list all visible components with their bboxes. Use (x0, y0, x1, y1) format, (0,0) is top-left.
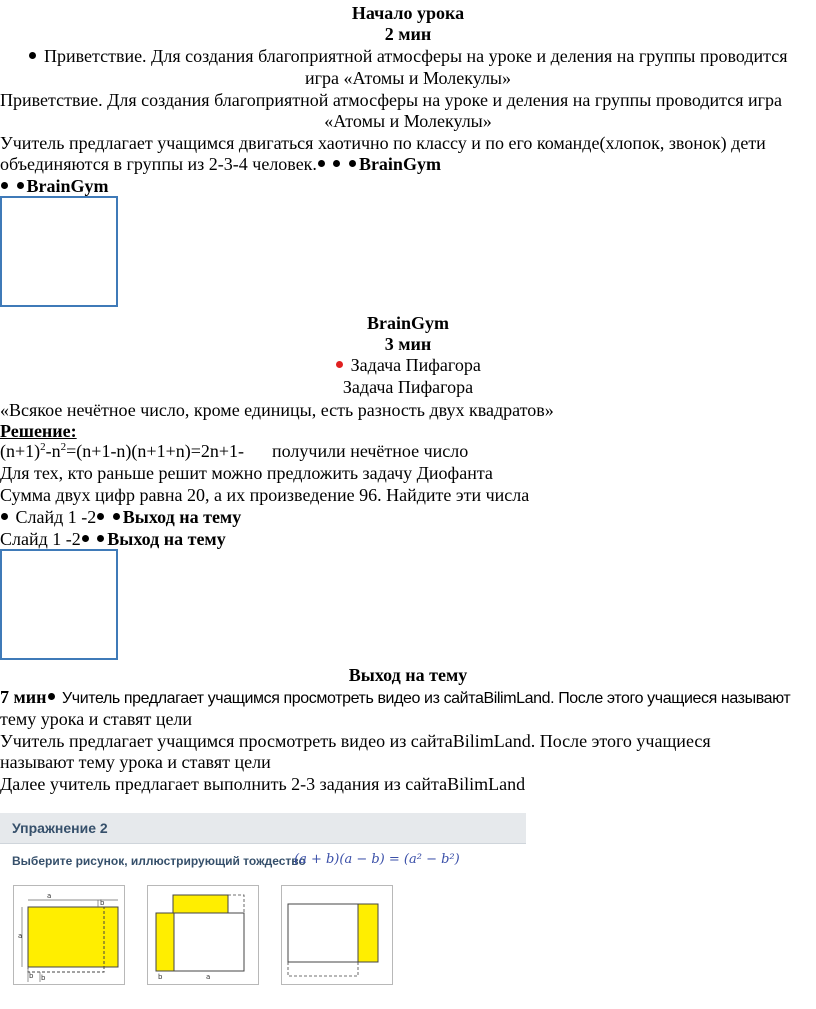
bullet-item: 7 мин Учитель предлагает учащимся просмотреть видео из сайтаBilimLand. После этого учащиеся называют (0, 687, 791, 707)
figure-1 (14, 886, 124, 984)
bullet-item-cont: игра «Атомы и Молекулы» (304, 68, 512, 88)
bullet-item: Слайд 1 -2 Выход на тему (0, 506, 816, 528)
paragraph: Задача Пифагора (342, 377, 474, 397)
bullet-item: Приветствие. Для создания благоприятной атмосферы на уроке и деления на группы проводится (0, 45, 816, 67)
bullet-icon (97, 535, 104, 542)
answer-option-1[interactable] (13, 885, 125, 985)
bullet-item-cont: тему урока и ставят цели (0, 709, 193, 729)
exercise-title: Упражнение 2 (12, 820, 108, 836)
label-a: a (206, 973, 211, 981)
bullet-item: Задача Пифагора (0, 354, 816, 376)
figure-2 (148, 886, 258, 984)
bullet-icon (1, 182, 8, 189)
section-heading: BrainGym (366, 313, 449, 333)
bullet-icon (113, 513, 120, 520)
exercise-panel (0, 813, 526, 1008)
bullet-icon (48, 693, 55, 700)
paragraph: называют тему урока и ставят цели (0, 752, 271, 772)
bullet-icon (17, 182, 24, 189)
bullet-icon (82, 535, 89, 542)
figure-3 (282, 886, 392, 984)
image-placeholder (0, 196, 118, 307)
bullet-icon (318, 160, 325, 167)
paragraph: объединяются в группы из 2-3-4 человек. BrainGym (0, 154, 441, 174)
label-b: b (29, 972, 34, 980)
paragraph: Приветствие. Для создания благоприятной атмосферы на уроке и деления на группы проводится игра (0, 90, 783, 110)
label-a: a (47, 892, 52, 900)
label-b: b (41, 974, 46, 982)
paragraph: Слайд 1 -2 Выход на тему (0, 529, 226, 549)
paragraph: Учитель предлагает учащимся просмотреть видео из сайтаBilimLand. После этого учащиеся (0, 731, 711, 751)
paragraph-cont: «Атомы и Молекулы» (324, 111, 492, 131)
paragraph: Для тех, кто раньше решит можно предложить задачу Диофанта (0, 463, 493, 483)
red-bullet-icon (336, 361, 343, 368)
quote: «Всякое нечётное число, кроме единицы, есть разность двух квадратов» (0, 400, 554, 420)
label-a: a (18, 932, 23, 940)
bullet-icon (1, 513, 8, 520)
bullet-icon (349, 160, 356, 167)
label-b: b (100, 899, 105, 907)
label-b: b (158, 973, 163, 981)
paragraph: Сумма двух цифр равна 20, а их произведение 96. Найдите эти числа (0, 485, 530, 505)
paragraph: BrainGym (0, 175, 816, 197)
exercise-header (0, 813, 526, 844)
exercise-formula: (a + b)(a − b) = (a² − b²) (294, 852, 460, 867)
section-duration: 3 мин (384, 334, 432, 354)
exercise-question: Выберите рисунок, иллюстрирующий тождество (12, 854, 306, 868)
section-heading: Выход на тему (348, 665, 468, 685)
bullet-icon (333, 160, 340, 167)
section-duration: 2 мин (384, 24, 432, 44)
section-heading: Начало урока (351, 3, 465, 23)
paragraph: Далее учитель предлагает выполнить 2-3 задания из сайтаBilimLand (0, 774, 526, 794)
answer-option-2[interactable] (147, 885, 259, 985)
paragraph: Учитель предлагает учащимся двигаться хаотично по классу и по его команде(хлопок, звонок) дети (0, 133, 766, 153)
formula: $(n+1)^2-n^2=(n+1-n)(n+1+n)=2n+1-$ получили нечётное число (0, 441, 469, 461)
bullet-icon (97, 513, 104, 520)
solution-label: Решение: (0, 421, 77, 441)
bullet-icon (29, 52, 36, 59)
image-placeholder (0, 549, 118, 660)
answer-option-3[interactable] (281, 885, 393, 985)
